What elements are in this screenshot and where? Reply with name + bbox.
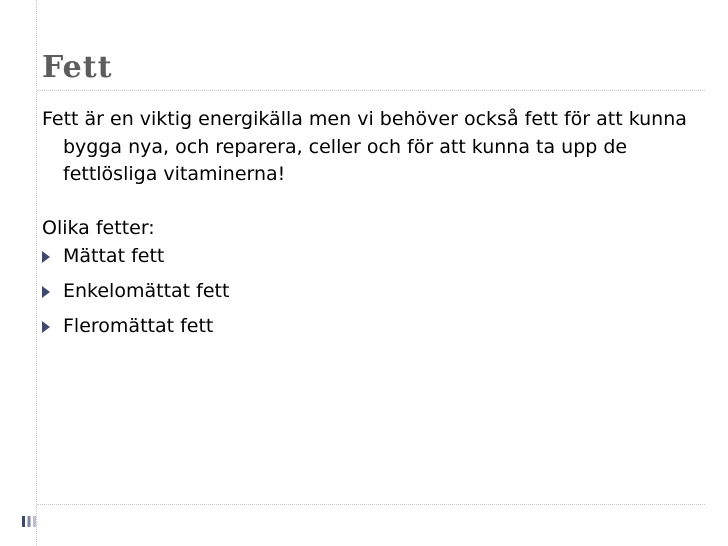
triangle-right-icon [42, 321, 50, 333]
footer-divider [37, 504, 705, 505]
fat-types-list [42, 243, 692, 348]
paragraph-spacer [42, 189, 692, 215]
list-item-label: Mättat fett [63, 244, 165, 267]
slide-title: Fett [42, 50, 113, 85]
left-dotted-border [36, 0, 37, 546]
triangle-right-icon [42, 251, 50, 263]
list-heading: Olika fetter: [42, 216, 155, 239]
intro-paragraph: Fett är en viktig energikälla men vi behöver också fett för att kunna bygga nya, och reparera, celler och för att kunna ta upp de fettlösliga vitaminerna! [42, 108, 687, 185]
list-item-label: Fleromättat fett [63, 314, 214, 337]
title-divider [37, 90, 705, 91]
slide-body [42, 106, 692, 348]
list-item-label: Enkelomättat fett [63, 279, 230, 302]
list-item [42, 313, 692, 348]
triangle-right-icon [42, 286, 50, 298]
list-item [42, 278, 692, 313]
vertical-bars-icon [22, 515, 36, 527]
list-item [42, 243, 692, 278]
